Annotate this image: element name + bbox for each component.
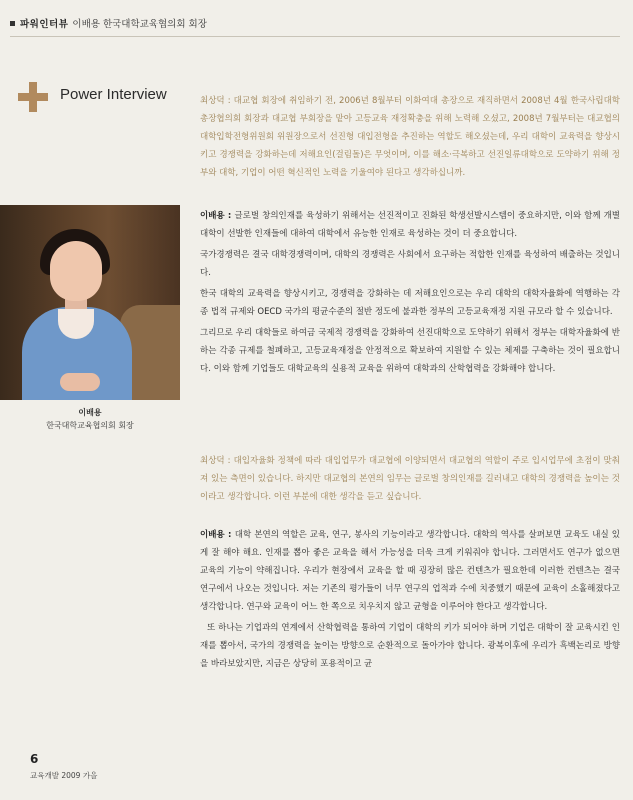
- section-title: Power Interview: [60, 86, 167, 103]
- answer-2-paragraph: 대학 본연의 역할은 교육, 연구, 봉사의 기능이라고 생각합니다. 대학의 역사를 살펴보면 교육도 내실 있게 잘 해야 해요. 인재를 뽑아 좋은 교육을 해서 가능성을 더욱 크게 키워줘야 합니다. 그러면서도 연구가 없으면 교육의 기능이 약해집니다. 우리가 현장에서 교육을 할 때 굉장히 많은 컨텐츠가 필요한데 이러한 컨텐츠는 결국 연구에서 나오는 것입니다. 저는 기존의 평가들이 너무 연구의 업적과 수에 치중했기 때문에 교육이 소홀해졌다고 생각합니다. 연구와 교육이 어느 한 쪽으로 치우치지 않고 균형을 이루어야 한다고 생각합니다.: [200, 530, 621, 612]
- header-section-title: 파워인터뷰: [20, 19, 69, 30]
- answer-1-paragraph: 국가경쟁력은 결국 대학경쟁력이며, 대학의 경쟁력은 사회에서 요구하는 적합한 인재를 육성하여 배출하는 것입니다.: [200, 250, 620, 278]
- page-header: [10, 14, 620, 32]
- interviewer-label: 최상덕 :: [200, 456, 234, 466]
- caption-role: 한국대학교육협의회 회장: [46, 421, 134, 430]
- header-subtitle: 이배용 한국대학교육협의회 회장: [72, 19, 207, 30]
- answer-1-paragraph: 글로벌 창의인재를 육성하기 위해서는 선진적이고 진화된 학생선발시스템이 중요하지만, 이와 함께 개별 대학이 선발한 인재들에 대하여 대학에서 유능한 인재로 육성하는 것이 더 중요합니다.: [200, 211, 620, 239]
- answer-2-paragraph: 또 하나는 기업과의 연계에서 산학협력을 통하여 기업이 대학의 키가 되어야 하며 기업은 대학이 잘 교육시킨 인재를 뽑아서, 국가의 경쟁력을 높이는 방향으로 순환적으로 돌아가야 합니다. 광복이후에 우리가 흑백논리로 방향을 바라보았지만, 지금은 상당히 포용적이고 균: [200, 623, 620, 669]
- question-1: [200, 92, 620, 182]
- answer-1: [200, 207, 620, 381]
- caption-name: 이배용: [78, 408, 102, 417]
- answer-2: [200, 526, 620, 676]
- answer-1-paragraph: 한국 대학의 교육력을 향상시키고, 경쟁력을 강화하는 데 저해요인으로는 우리 대학의 대학자율화에 역행하는 각종 법적 규제와 OECD 국가의 평균수준의 절반 정도에 불과한 정부의 고등교육재정 지원 규모라 할 수 있습니다.: [200, 289, 620, 317]
- header-divider: [10, 36, 620, 37]
- header-square-icon: [10, 21, 15, 26]
- question-2: [200, 452, 620, 506]
- photo-caption: [0, 406, 180, 432]
- plus-icon: [18, 82, 48, 112]
- interviewee-label: 이배용 :: [200, 211, 235, 221]
- question-1-text: 대교협 회장에 취임하기 전, 2006년 8월부터 이화여대 총장으로 재직하면서 2008년 4월 한국사립대학총장협의회 회장과 대교협 부회장을 맡아 고등교육 재정확충을 위해 노력해 오셨고, 2008년 7월부터는 대교협의 대학입학전형위원회 위원장으로서 선진형 대입전형을 추진하는 역할도 해오셨는데, 우리 대학이 교육력을 향상시키고 경쟁력을 강화하는데 저해요인(걸림돌)은 무엇이며, 이를 해소·극복하고 선진일류대학으로 도약하기 위해 정부와 대학, 기업이 어떤 혁신적인 노력을 기울여야 된다고 생각하십니까.: [200, 96, 620, 178]
- interviewer-label: 최상덕 :: [200, 96, 234, 106]
- answer-1-paragraph: 그리므로 우리 대학들로 하여금 국제적 경쟁력을 강화하여 선진대학으로 도약하기 위해서 정부는 대학자율화에 반하는 각종 규제를 철폐하고, 고등교육재정을 안정적으로 확보하여 지원할 수 있는 체제를 구축하는 것이 필요합니다. 이와 함께 기업들도 대학교육의 실용적 교육을 위하여 대학과의 산학협력을 강화해야 합니다.: [200, 328, 620, 374]
- interviewee-label: 이배용 :: [200, 530, 235, 540]
- question-2-text: 대입자율화 정책에 따라 대입업무가 대교협에 이양되면서 대교협의 역할이 주로 입시업무에 초점이 맞춰져 있는 측면이 있습니다. 하지만 대교협의 본연의 임무는 글로벌 창의인재를 길러내고 대학의 경쟁력을 높이는 것이라고 생각합니다. 이런 부분에 대한 생각을 듣고 싶습니다.: [200, 456, 620, 502]
- portrait-photo: [0, 205, 180, 400]
- publication-name: 교육개발 2009 가을: [30, 771, 98, 780]
- page-number: 6: [30, 752, 39, 766]
